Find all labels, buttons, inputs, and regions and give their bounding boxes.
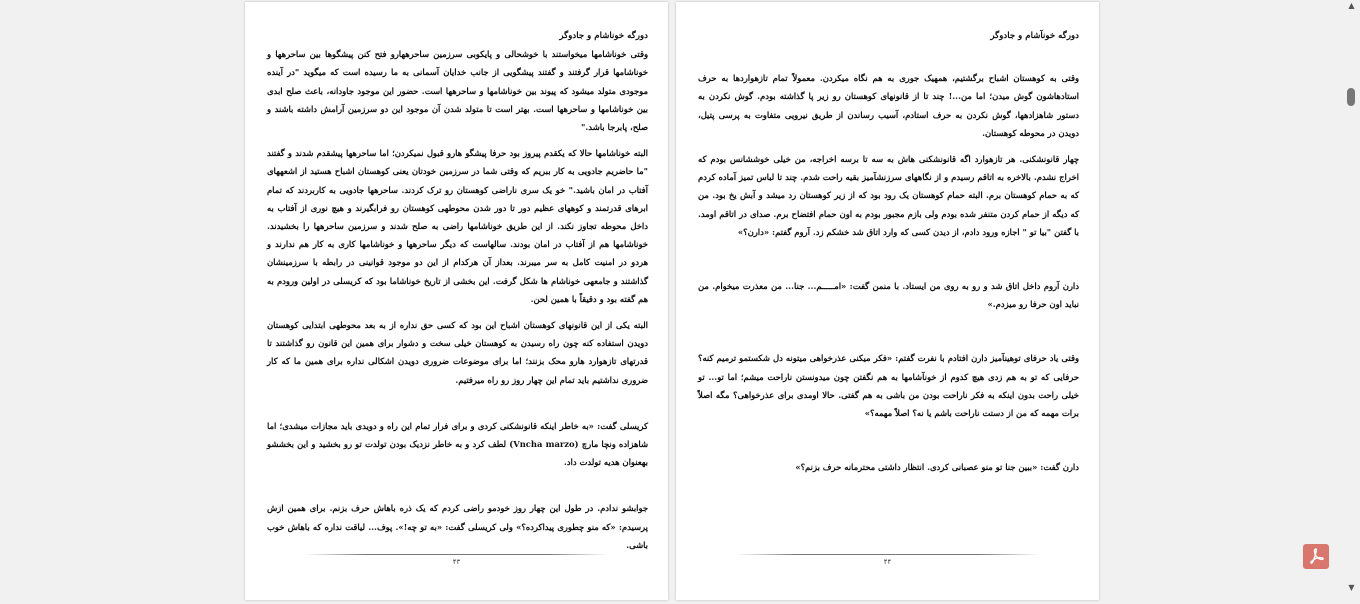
- pdf-page-left: [245, 2, 668, 600]
- page-text: [698, 27, 1079, 476]
- paragraph: البته خوناشامها حالا که یکقدم پیروز بود حرفا پیشگو هارو قبول نمیکردن؛ اما ساحرهها پیشقدم شدند و گفتند "ما حاضریم جادویی به کار ببریم که وقتی شما در سرزمین خودتان یعنی کوهستان اشباح هستید از اشعههای آفتاب در امان باشید." خو یک سری ناراضی کوهستان رو ترک کردند. ساحرهها جادویی به کاربردند که تمام ابرهای قدرتمند و کوههای عظیم دور تا دور شدن محوطهی کوهستان رو فرابگیرند و هیچ نوری از آفتاب به داخل محوطه تجاوز نکند. از این طریق خوناشامها راضی به صلح شدند و سرزمین ساحرهها را بخشیدند. خوناشامها هم از آفتاب در امان بودند. سالهاست که دیگر ساحرهها و خوناشامها کاری به کار هم ندارند و هردو در امنیت کامل به سر میبرند. بعداز آن هرکدام از این دو موجود قوانینی در رابطه با سرزمینشان گذاشتند و جامعهی خوناشام ها شکل گرفت. این بخشی از تاریخ خوناشاما بود که کریسلی در اولین ورودم به هم گفته بود و دقیقاً با همین لحن.: [267, 148, 648, 304]
- scrollbar-thumb[interactable]: [1347, 88, 1355, 106]
- paragraph: وقتی خوناشامها میخواستند با خوشحالی و پایکوبی سرزمین ساحرههارو فتح کنن پیشگوها بین ساحرهها و خوناشامها قرار گرفتند و گفتند پیشگویی از جانب خدایان آسمانی به ما رسیده است که میگوید "در آینده موجودی متولد میشود که پیوند بین خوناشامها و ساحرهها است. حضور این موجود جاودانه، باعث صلح ابدی بین خوناشامها و ساحرهها است. بهتر است تا متولد شدن آن موجود این دو سرزمین آرامش داشته باشند و صلح، پابرجا باشد.": [267, 49, 648, 133]
- paragraph: دارن گفت: «ببین جنا تو منو عصبانی کردی. انتظار داشتی محترمانه حرف بزنم؟»: [795, 462, 1079, 473]
- scroll-down-arrow-icon[interactable]: ▼: [1348, 583, 1355, 592]
- pdf-page-right: [676, 2, 1099, 600]
- paragraph: وقتی یاد حرفای توهینآمیز دارن افتادم با نفرت گفتم: «فکر میکنی عذرخواهی میتونه دل شکستمو ترمیم کنه؟ حرفایی که تو به هم زدی هیچ کدوم از خونآشامها به هم نگفتن چون میدونستن ناراحت میشم؛ اما تو... تو خیلی راحت بدون اینکه به فکر ناراحت بودن من باشی به هم گفتی. حالا اومدی برای عذرخواهی؟ مگه اصلاً برات مهمه که من از دستت ناراحت باشم یا نه؟ اصلاً مهمه؟»: [698, 353, 1079, 419]
- page-title: دورگه خوناشام و جادوگر: [559, 31, 648, 41]
- page-title: دورگه خونآشام و جادوگر: [990, 31, 1079, 41]
- paragraph: دارن آروم داخل اتاق شد و رو به روی من ایستاد. با منمن گفت: «امـــــم... جنا... من معذرت میخوام. من نباید اون حرفا رو میزدم.»: [698, 281, 1079, 310]
- paragraph: چهار قانونشکنی. هر تازهوارد اگه قانونشکنی هاش به سه تا برسه اخراجه، من خیلی خوششانس بودم که اخراج نشدم. بالاخره به اتاقم رسیدم و از نگاههای سرزنشآمیز بقیه راحت شدم. چند تا لباس تمیز آماده کردم که به حمام کوهستان برم. البته حمام کوهستان یک رود بود که از زیر کوهستان رد میشد و آبش یخ بود. من که دیگه از حمام کردن متنفر شده بودم ولی بازم مجبور بودم به اون حمام افتضاح برم. صدای در اتاقم اومد. با گفتن "بیا تو " اجازه ورود دادم، از دیدن کسی که وارد اتاق شد خشکم زد. آروم گفتم: «دارن؟»: [698, 154, 1079, 237]
- page-text: [267, 27, 648, 554]
- vertical-scrollbar[interactable]: [1343, 0, 1360, 604]
- paragraph: البته یکی از این قانونهای کوهستان اشباح این بود که کسی حق نداره از به بعد محوطهی ابتدایی کوهستان دویدن استفاده کنه چون راه رسیدن به کوهستان خیلی سخت و دشوار برای همین این قانون رو گذاشتند تا قدرتهای تازهوارد هارو محک بزنند؛ اما برای موضوعات ضروری دویدن اشکالی نداره برای همین ما که کار ضروری نداشتیم باید تمام این چهار روز رو راه میرفتیم.: [267, 320, 648, 385]
- paragraph: جوابشو ندادم. در طول این چهار روز خودمو راضی کردم که یک ذره باهاش حرف بزنم. برای همین ازش پرسیدم: «که منو چطوری پیداکرده؟» ولی کریسلی گفت: «به تو چه!». پوف... لیاقت نداره که باهاش خوب باشی.: [267, 503, 648, 550]
- paragraph: کریسلی گفت: «به خاطر اینکه قانونشکنی کردی و برای فرار تمام این راه و دویدی باید مجازات میشدی؛ اما شاهزاده ونچا مارچ (Vncha marzo) لطف کرد و به خاطر نزدیک بودن تولدت تو رو بخشید و این بخششو بهعنوان هدیه تولدت داد.: [267, 420, 648, 468]
- page-number: ۴۳: [452, 558, 461, 566]
- pdf-icon[interactable]: [1303, 544, 1329, 569]
- scroll-up-arrow-icon[interactable]: ▲: [1348, 1, 1355, 10]
- footer-divider: [305, 554, 608, 555]
- page-number: ۴۴: [883, 558, 892, 566]
- footer-divider: [736, 554, 1039, 555]
- paragraph: وقتی به کوهستان اشباح برگشتیم، همهیک جوری به هم نگاه میکردن. معمولاً تمام تازهواردها به حرف استادهاشون گوش میدن؛ اما من...! چند تا از قانونهای کوهستان رو زیر پا گذاشته بودم. گوش نکردن به دستور شاهزادهها، گوش نکردن به حرف استادم، آسیب رساندن از طریق نیرویی متفاوت به پرسی پتیل، دویدن در محوطه کوهستان.: [698, 73, 1079, 138]
- pdf-glyph-icon: [1306, 547, 1326, 566]
